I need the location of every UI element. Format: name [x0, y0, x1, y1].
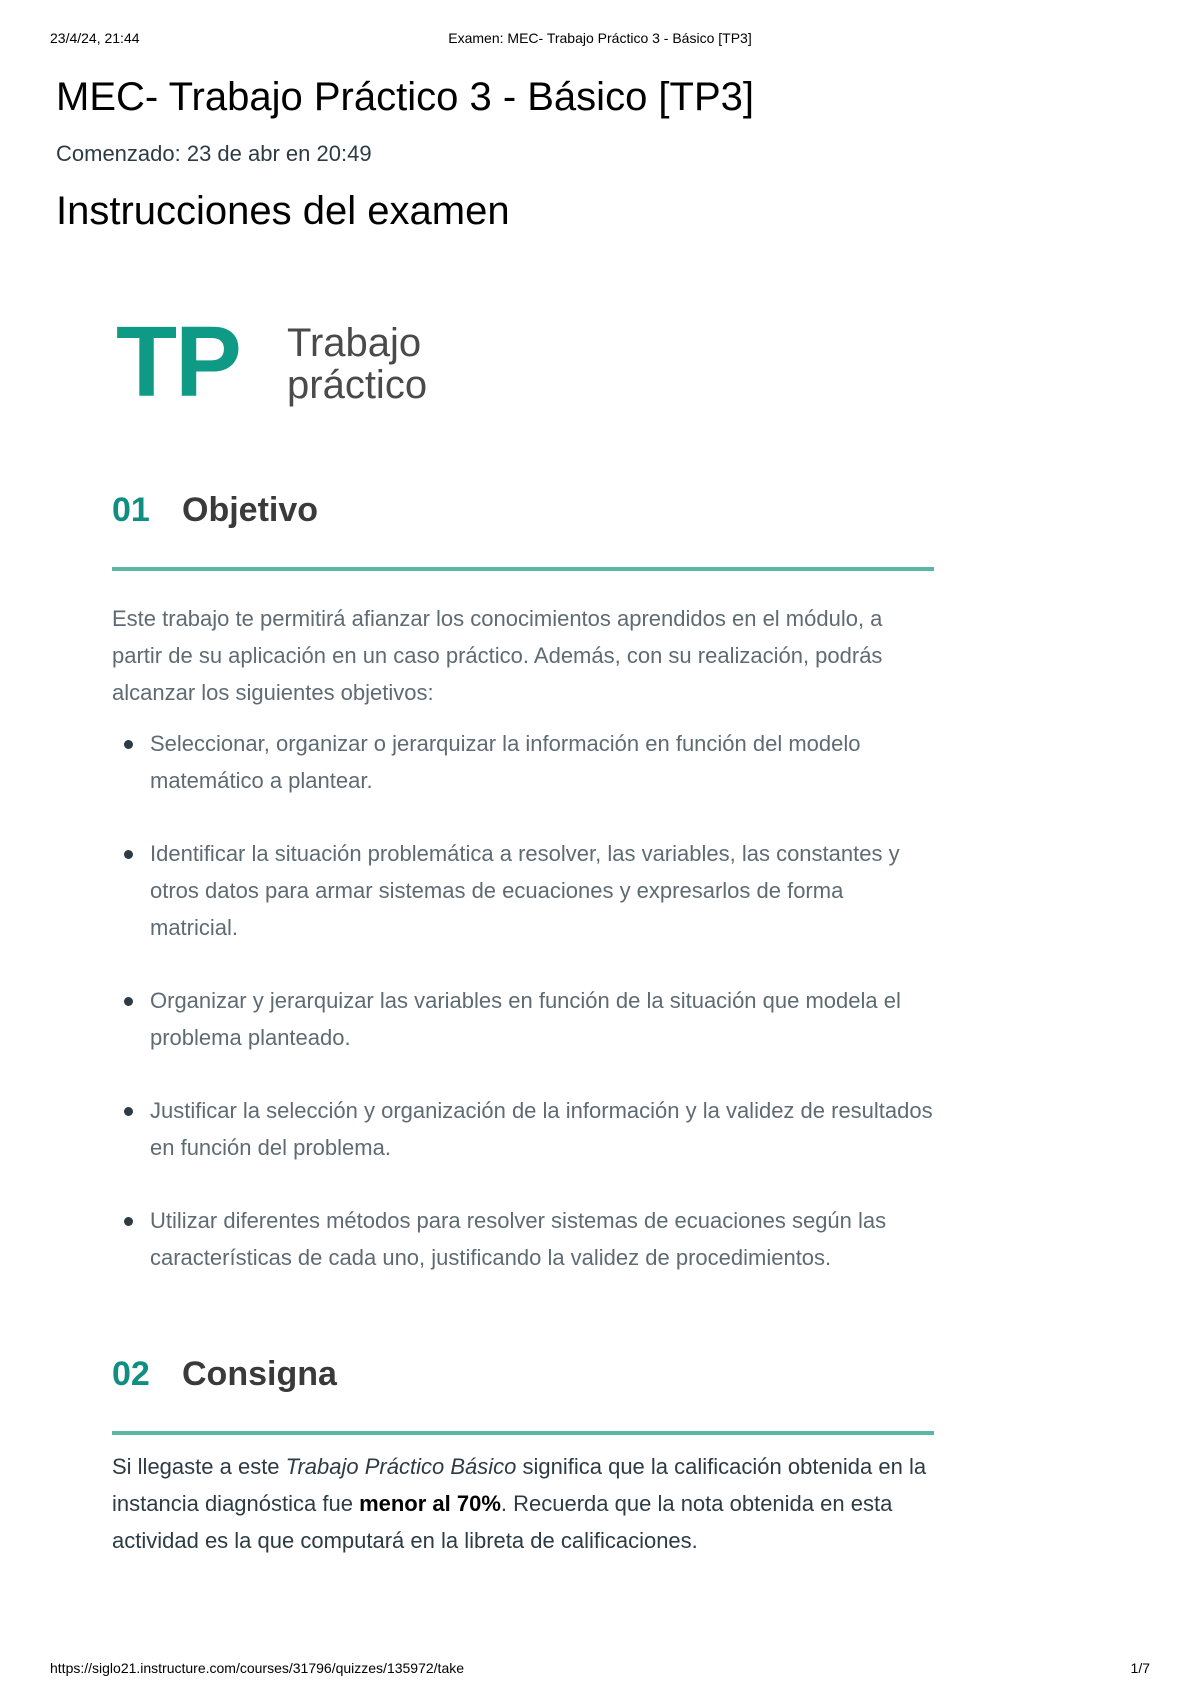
print-date: 23/4/24, 21:44: [50, 30, 140, 46]
list-item: Seleccionar, organizar o jerarquizar la información en función del modelo matemático a plantear.: [112, 725, 934, 799]
bullet-icon: [124, 997, 133, 1006]
bullet-icon: [124, 1107, 133, 1116]
list-item: Organizar y jerarquizar las variables en función de la situación que modela el problema planteado.: [112, 982, 934, 1056]
objective-title: Objetivo: [182, 491, 319, 529]
objective-section: [112, 490, 934, 1312]
consigna-divider: [112, 1431, 934, 1435]
trabajo-practico-logo: [116, 306, 476, 418]
instructions-heading: Instrucciones del examen: [56, 189, 510, 233]
print-footer: [50, 1660, 1150, 1680]
objective-intro: Este trabajo te permitirá afianzar los conocimientos aprendidos en el módulo, a partir de su aplicación en un caso práctico. Además, con su realización, podrás alcanzar los siguientes objetivos:: [112, 606, 883, 705]
objective-divider: [112, 567, 934, 571]
consigna-italic-text: Trabajo Práctico Básico: [285, 1454, 517, 1479]
print-header: [50, 30, 1150, 50]
logo-word-line1: Trabajo: [287, 321, 422, 365]
logo-letters: TP: [116, 306, 240, 418]
quiz-title: MEC- Trabajo Práctico 3 - Básico [TP3]: [56, 75, 755, 119]
consigna-bold-text: menor al 70%: [359, 1491, 501, 1516]
objective-list: [112, 725, 934, 1276]
consigna-title: Consigna: [182, 1355, 337, 1393]
print-url: https://siglo21.instructure.com/courses/31796/quizzes/135972/take: [50, 1660, 465, 1676]
list-item: Utilizar diferentes métodos para resolver sistemas de ecuaciones según las características de cada uno, justificando la validez de procedimientos.: [112, 1202, 934, 1276]
print-document-title: Examen: MEC- Trabajo Práctico 3 - Básico [TP3]: [448, 30, 752, 46]
consigna-number: 02: [112, 1355, 150, 1393]
list-item: Justificar la selección y organización de la información y la validez de resultados en función del problema.: [112, 1092, 934, 1166]
bullet-icon: [124, 740, 133, 749]
quiz-started-time: Comenzado: 23 de abr en 20:49: [56, 141, 372, 166]
logo-word-line2: práctico: [287, 363, 428, 407]
consigna-paragraph: Si llegaste a este Trabajo Práctico Básico significa que la calificación obtenida en la instancia diagnóstica fue menor al 70%. Recuerda que la nota obtenida en esta actividad es la que computará en la libreta de calificaciones.: [112, 1454, 927, 1553]
objective-number: 01: [112, 491, 150, 529]
objective-header: [112, 490, 934, 560]
print-page-number: 1/7: [1130, 1660, 1150, 1676]
logo-wordmark: [287, 322, 427, 406]
consigna-section: [112, 1354, 934, 1559]
list-item: Identificar la situación problemática a resolver, las variables, las constantes y otros datos para armar sistemas de ecuaciones y expresarlos de forma matricial.: [112, 835, 934, 946]
bullet-icon: [124, 1217, 133, 1226]
quiz-content: [56, 72, 1056, 236]
consigna-header: [112, 1354, 934, 1424]
bullet-icon: [124, 850, 133, 859]
